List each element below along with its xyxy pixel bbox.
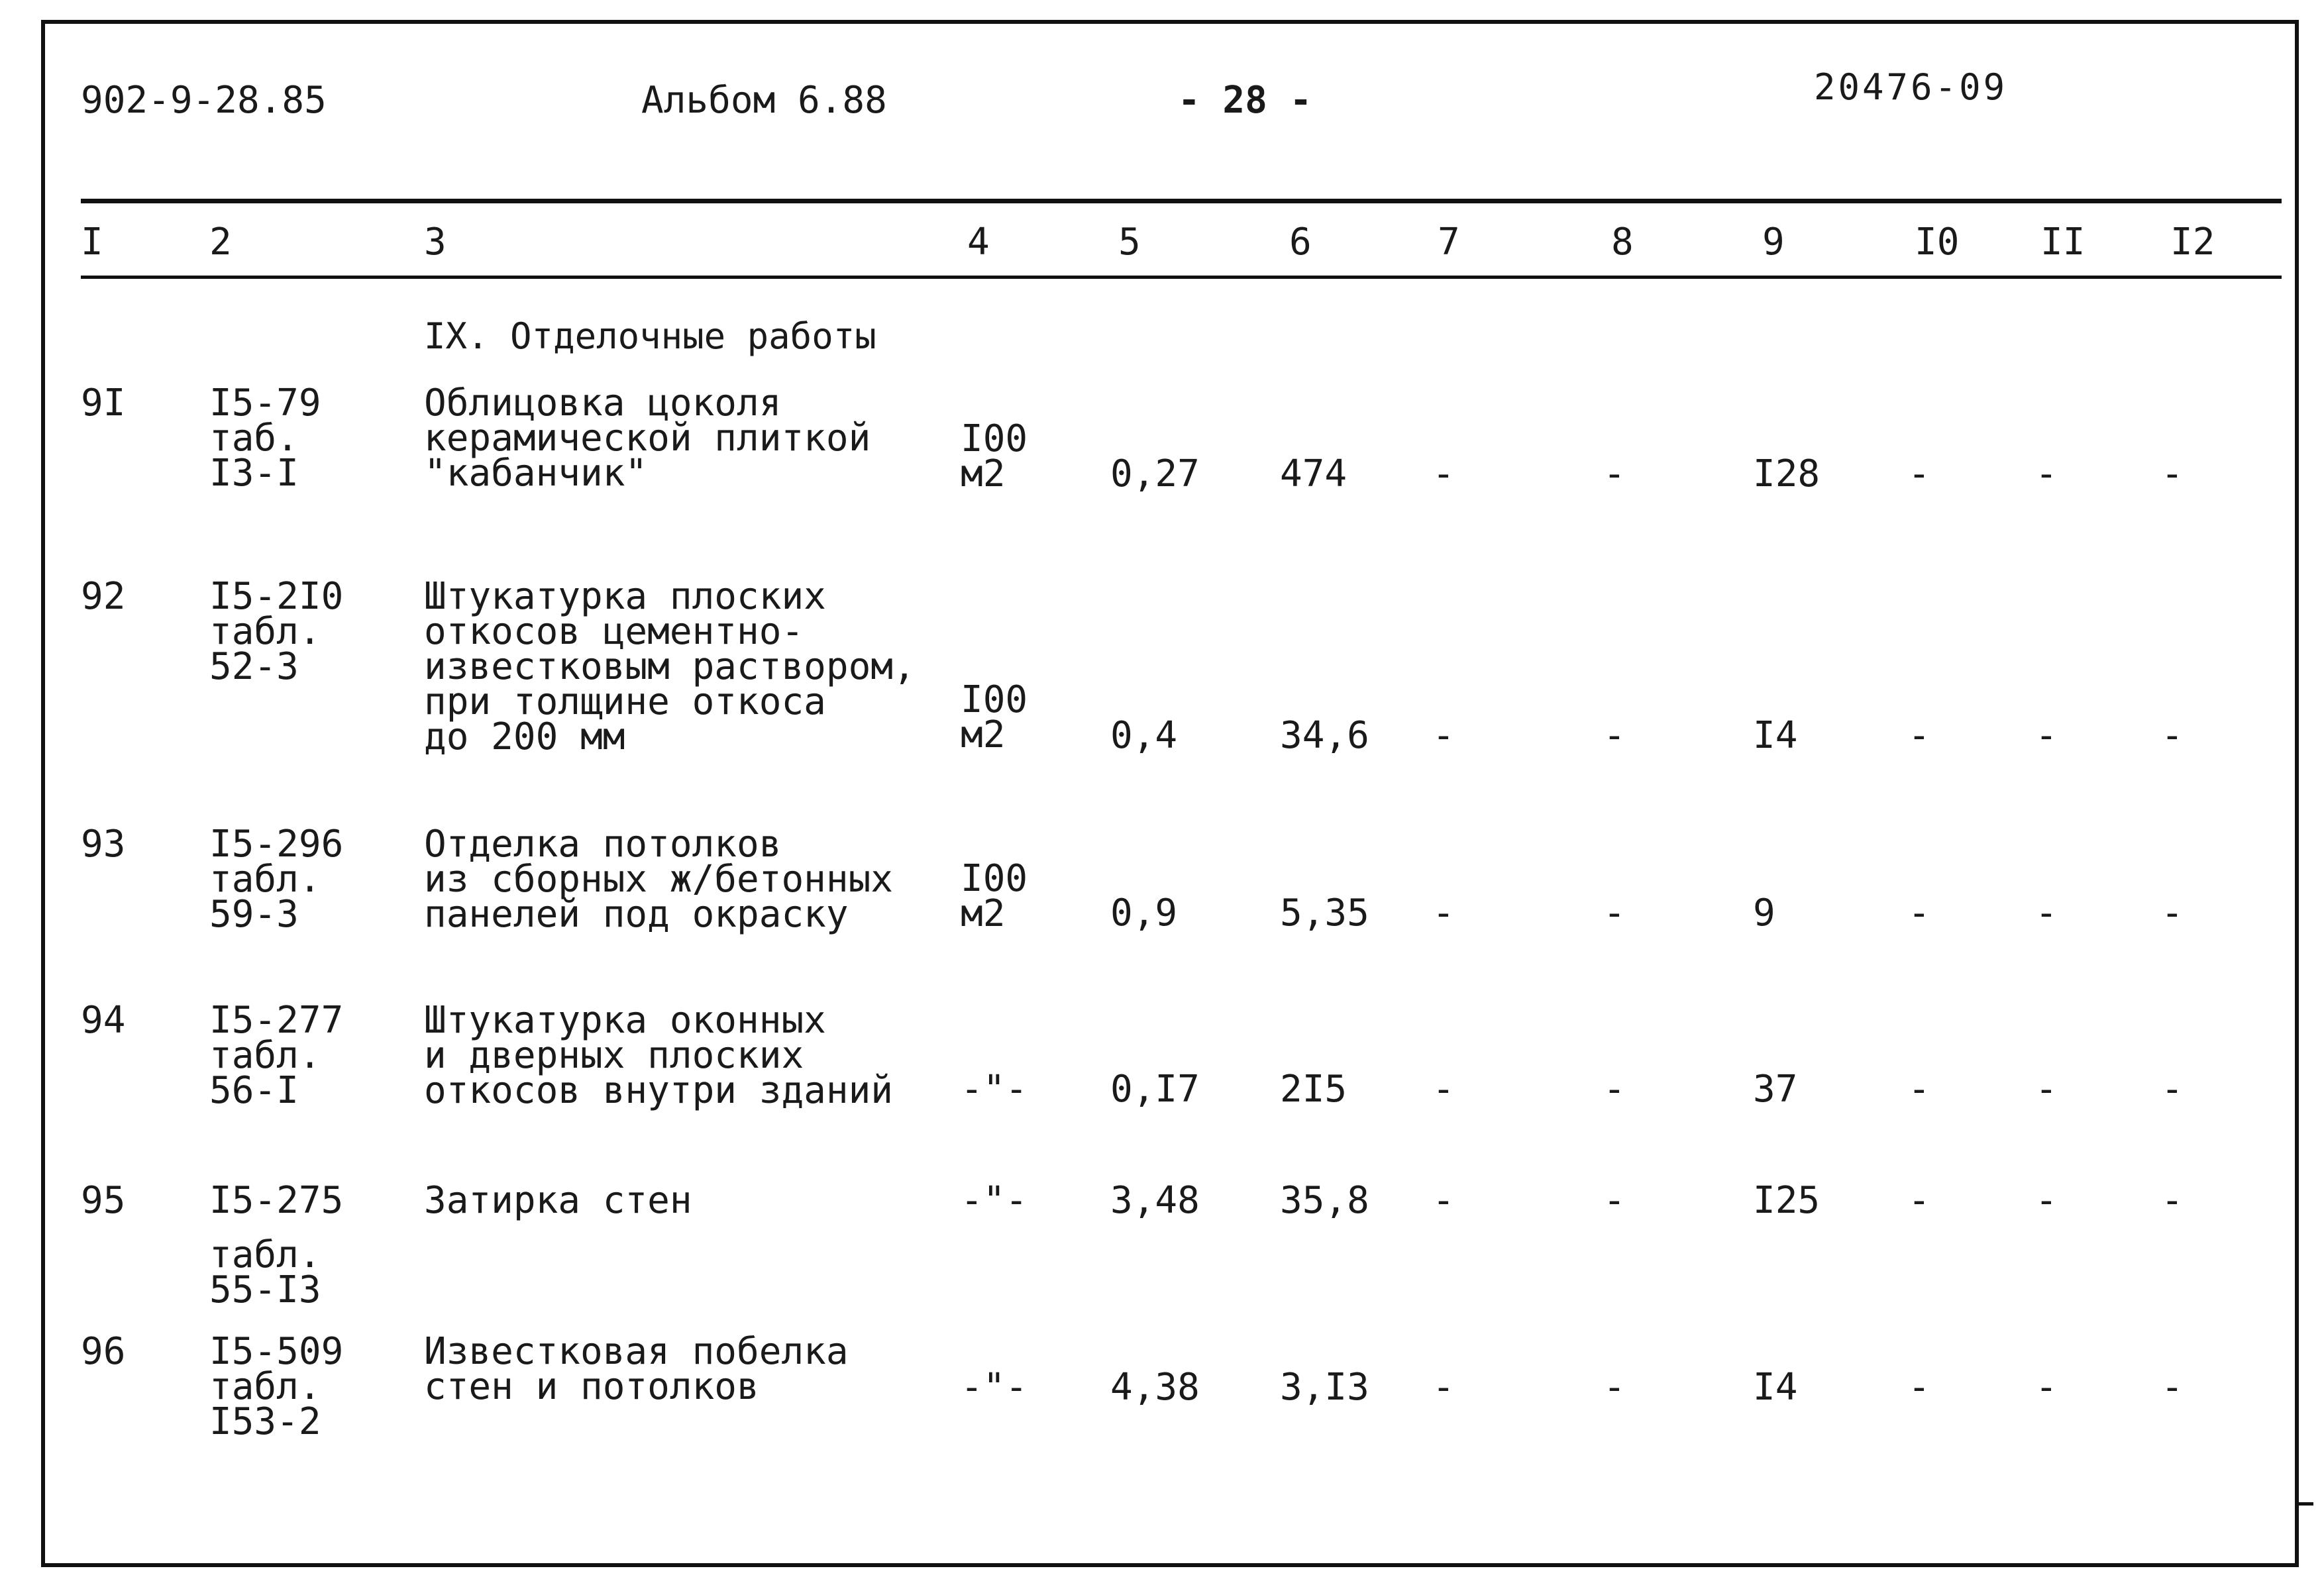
row-number: 94: [81, 999, 126, 1042]
column-11-value: -: [2035, 1366, 2058, 1409]
column-10-value: -: [1908, 892, 1930, 935]
section-title: IX. Отделочные работы: [424, 315, 876, 357]
column-6-value: 34,6: [1280, 714, 1369, 757]
column-6-value: 5,35: [1280, 892, 1369, 935]
column-11-value: -: [2035, 892, 2058, 935]
column-11-value: -: [2035, 1179, 2058, 1222]
column-9-value: 37: [1753, 1068, 1798, 1111]
column-8-value: -: [1603, 892, 1626, 935]
doc-number: 902-9-28.85: [81, 79, 327, 122]
work-description: Отделка потолков из сборных ж/бетонных панелей под окраску: [424, 823, 894, 936]
column-11-value: -: [2035, 1068, 2058, 1111]
page-number: - 28 -: [1178, 79, 1312, 122]
column-header-10: I0: [1915, 221, 1960, 264]
column-11-value: -: [2035, 714, 2058, 757]
row-number: 9I: [81, 382, 126, 425]
column-12-value: -: [2161, 1068, 2184, 1111]
column-header-9: 9: [1762, 221, 1785, 264]
quantity: 4,38: [1110, 1366, 1200, 1409]
column-6-value: 35,8: [1280, 1179, 1369, 1222]
quantity: 0,27: [1110, 452, 1200, 495]
column-9-value: I28: [1753, 452, 1821, 495]
work-description: Штукатурка оконных и дверных плоских откосов внутри зданий: [424, 999, 894, 1112]
column-12-value: -: [2161, 892, 2184, 935]
column-12-value: -: [2161, 452, 2184, 495]
norm-reference: I5-509 табл. I53-2: [209, 1330, 344, 1443]
work-description: Известковая побелка стен и потолков: [424, 1330, 849, 1408]
column-header-12: I2: [2170, 221, 2215, 264]
quantity: 0,4: [1110, 714, 1178, 757]
column-9-value: 9: [1753, 892, 1775, 935]
row-number: 96: [81, 1330, 126, 1373]
unit-of-measure: I00 м2: [961, 857, 1028, 935]
unit-of-measure: I00 м2: [961, 678, 1028, 756]
norm-reference: I5-2I0 табл. 52-3: [209, 575, 344, 688]
unit-of-measure: -"-: [961, 1366, 1028, 1409]
column-10-value: -: [1908, 1179, 1930, 1222]
document-code: 20476-09: [1814, 66, 2008, 108]
column-header-4: 4: [967, 221, 990, 264]
quantity: 0,I7: [1110, 1068, 1200, 1111]
column-7-value: -: [1432, 714, 1455, 757]
column-header-11: II: [2040, 221, 2086, 264]
column-header-2: 2: [209, 221, 232, 264]
norm-reference-table: табл. 55-I3: [209, 1233, 321, 1311]
row-number: 95: [81, 1179, 126, 1222]
column-10-value: -: [1908, 714, 1930, 757]
column-9-value: I25: [1753, 1179, 1821, 1222]
column-header-1: I: [81, 221, 103, 264]
column-6-value: 2I5: [1280, 1068, 1347, 1111]
quantity: 3,48: [1110, 1179, 1200, 1222]
column-12-value: -: [2161, 1179, 2184, 1222]
unit-of-measure: -"-: [961, 1068, 1028, 1111]
column-header-5: 5: [1118, 221, 1141, 264]
quantity: 0,9: [1110, 892, 1178, 935]
column-7-value: -: [1432, 892, 1455, 935]
work-description: Облицовка цоколя керамической плиткой "кабанчик": [424, 382, 871, 495]
column-12-value: -: [2161, 714, 2184, 757]
album-label: Альбом 6.88: [641, 79, 887, 122]
column-header-3: 3: [424, 221, 447, 264]
column-7-value: -: [1432, 1179, 1455, 1222]
norm-reference: I5-277 табл. 56-I: [209, 999, 344, 1112]
column-10-value: -: [1908, 1068, 1930, 1111]
column-6-value: 474: [1280, 452, 1347, 495]
column-7-value: -: [1432, 1366, 1455, 1409]
column-9-value: I4: [1753, 714, 1798, 757]
column-6-value: 3,I3: [1280, 1366, 1369, 1409]
work-description: Затирка стен: [424, 1179, 692, 1222]
column-8-value: -: [1603, 1068, 1626, 1111]
norm-reference: I5-79 таб. I3-I: [209, 382, 321, 495]
norm-reference: I5-296 табл. 59-3: [209, 823, 344, 936]
column-header-8: 8: [1611, 221, 1634, 264]
column-7-value: -: [1432, 452, 1455, 495]
header-rule-top: [81, 199, 2282, 203]
column-header-7: 7: [1438, 221, 1460, 264]
column-8-value: -: [1603, 452, 1626, 495]
column-10-value: -: [1908, 452, 1930, 495]
column-11-value: -: [2035, 452, 2058, 495]
column-10-value: -: [1908, 1366, 1930, 1409]
norm-reference: I5-275: [209, 1179, 344, 1222]
column-12-value: -: [2161, 1366, 2184, 1409]
work-description: Штукатурка плоских откосов цементно- известковым раствором, при толщине откоса до 200 мм: [424, 575, 916, 758]
page-frame: [41, 20, 2299, 1567]
column-9-value: I4: [1753, 1366, 1798, 1409]
header-rule-bottom: [81, 276, 2282, 279]
column-7-value: -: [1432, 1068, 1455, 1111]
column-8-value: -: [1603, 1366, 1626, 1409]
unit-of-measure: I00 м2: [961, 417, 1028, 495]
row-number: 92: [81, 575, 126, 618]
row-number: 93: [81, 823, 126, 866]
column-header-6: 6: [1289, 221, 1312, 264]
column-8-value: -: [1603, 714, 1626, 757]
edge-mark: [2298, 1502, 2313, 1506]
unit-of-measure: -"-: [961, 1179, 1028, 1222]
column-8-value: -: [1603, 1179, 1626, 1222]
